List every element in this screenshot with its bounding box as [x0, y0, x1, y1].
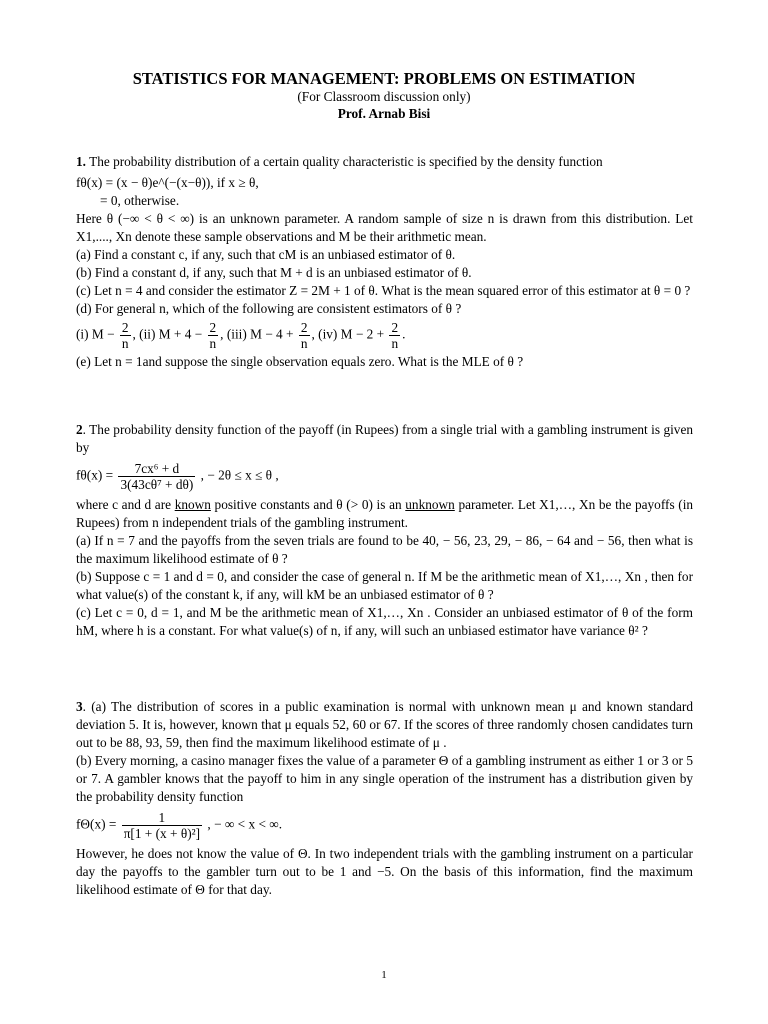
problem-1-setup: Here θ (−∞ < θ < ∞) is an unknown parameter. A random sample of size n is drawn from this distribution. Let X1,...., Xn denote these sample observations and M be their arithmetic mean. — [76, 211, 693, 244]
problem-1-part-b: (b) Find a constant d, if any, such that M + d is an unbiased estimator of θ. — [76, 265, 472, 280]
problem-1-otherwise: = 0, otherwise. — [100, 193, 180, 208]
problem-2-density: fθ(x) = $\frac{\text{7cx⁶ + d}}{\text{3(43cθ⁷ + dθ)}}$ , − 2θ ≤ x ≤ θ , — [76, 461, 279, 492]
fraction: $\frac{\text{7cx⁶ + d}}{\text{3(43cθ⁷ + dθ)}}$ — [120, 461, 194, 492]
problem-1-part-a: (a) Find a constant c, if any, such that cM is an unbiased estimator of θ. — [76, 247, 456, 262]
problem-2 — [76, 421, 693, 640]
fraction: $\frac{2}{n}$ — [209, 320, 217, 351]
fraction: $\frac{2}{n}$ — [300, 320, 308, 351]
problem-1-options: (i) M − $\frac{2}{n}$ , (ii) M + 4 − $\frac{2}{n}$ , (iii) M − 4 + $\frac{2}{n}$ , (iv) M − 2 + $\frac{2}{n}$ . — [76, 320, 406, 351]
problem-3-density: fΘ(x) = $\frac{1}{\text{π[1 + (x + θ)²]}}$ , − ∞ < x < ∞. — [76, 810, 283, 841]
problem-2-intro: 2. The probability density function of the payoff (in Rupees) from a single trial with a gambling instrument is given by — [76, 422, 693, 455]
problem-1-density: fθ(x) = (x − θ)e^(−(x−θ)), if x ≥ θ, — [76, 175, 259, 190]
problem-2-where: where c and d are known positive constants and θ (> 0) is an unknown parameter. Let X1,…, Xn be the payoffs (in Rupees) from n independent trials of the gambling instrument. — [76, 497, 694, 530]
fraction: $\frac{2}{n}$ — [121, 320, 129, 351]
problem-1-part-c: (c) Let n = 4 and consider the estimator Z = 2M + 1 of θ. What is the mean squared error of this estimator at θ = 0 ? — [76, 283, 691, 298]
page-number: 1 — [381, 969, 387, 981]
document-title: STATISTICS FOR MANAGEMENT: PROBLEMS ON ESTIMATION — [132, 69, 636, 88]
document-author: Prof. Arnab Bisi — [337, 106, 431, 121]
problem-1-number: 1. — [76, 154, 86, 169]
problem-1 — [76, 153, 693, 371]
fraction: $\frac{2}{n}$ — [391, 320, 399, 351]
problem-3-part-a: 3. (a) The distribution of scores in a public examination is normal with unknown mean μ and known standard deviation 5. It is, however, known that μ equals 52, 60 or 67. If the scores of three randomly chosen candidates turn out to be 88, 93, 59, then find the maximum likelihood estimate of μ . — [76, 699, 693, 750]
problem-3-part-b: (b) Every morning, a casino manager fixes the value of a parameter Θ of a gambling instrument as either 1 or 3 or 5 or 7. A gambler knows that the payoff to him in any single operation of the instrument has a distribution given by the probability density function — [76, 753, 693, 804]
problem-2-part-b: (b) Suppose c = 1 and d = 0, and consider the case of general n. If M be the arithmetic mean of X1,…, Xn , then for what value(s) of the constant k, if any, will kM be an unbiased estimator of θ ? — [76, 569, 693, 602]
problem-3-number: 3 — [76, 699, 83, 714]
problem-2-number: 2 — [76, 422, 83, 437]
document-subtitle: (For Classroom discussion only) — [297, 89, 471, 104]
problem-2-part-a: (a) If n = 7 and the payoffs from the seven trials are found to be 40, − 56, 23, 29, − 86, − 64 and − 56, then what is the maximum likelihood estimate of θ ? — [76, 533, 693, 566]
problem-1-part-d: (d) For general n, which of the following are consistent estimators of θ ? — [76, 301, 462, 316]
problem-2-part-c: (c) Let c = 0, d = 1, and M be the arithmetic mean of X1,…, Xn . Consider an unbiased estimator of θ of the form hM, where h is a constant. For what value(s) of n, if any, will such an unbiased estimator have variance θ² ? — [76, 605, 693, 638]
problem-3 — [76, 698, 693, 899]
problem-1-intro: 1. The probability distribution of a certain quality characteristic is specified by the density function — [76, 154, 603, 169]
fraction: $\frac{1}{\text{π[1 + (x + θ)²]}}$ — [123, 810, 201, 841]
problem-1-part-e: (e) Let n = 1and suppose the single observation equals zero. What is the MLE of θ ? — [76, 354, 524, 369]
problem-3-conclusion: However, he does not know the value of Θ. In two independent trials with the gambling instrument on a particular day the payoffs to the gambler turn out to be 1 and −5. On the basis of this information, find the maximum likelihood estimate of Θ for that day. — [76, 846, 693, 897]
